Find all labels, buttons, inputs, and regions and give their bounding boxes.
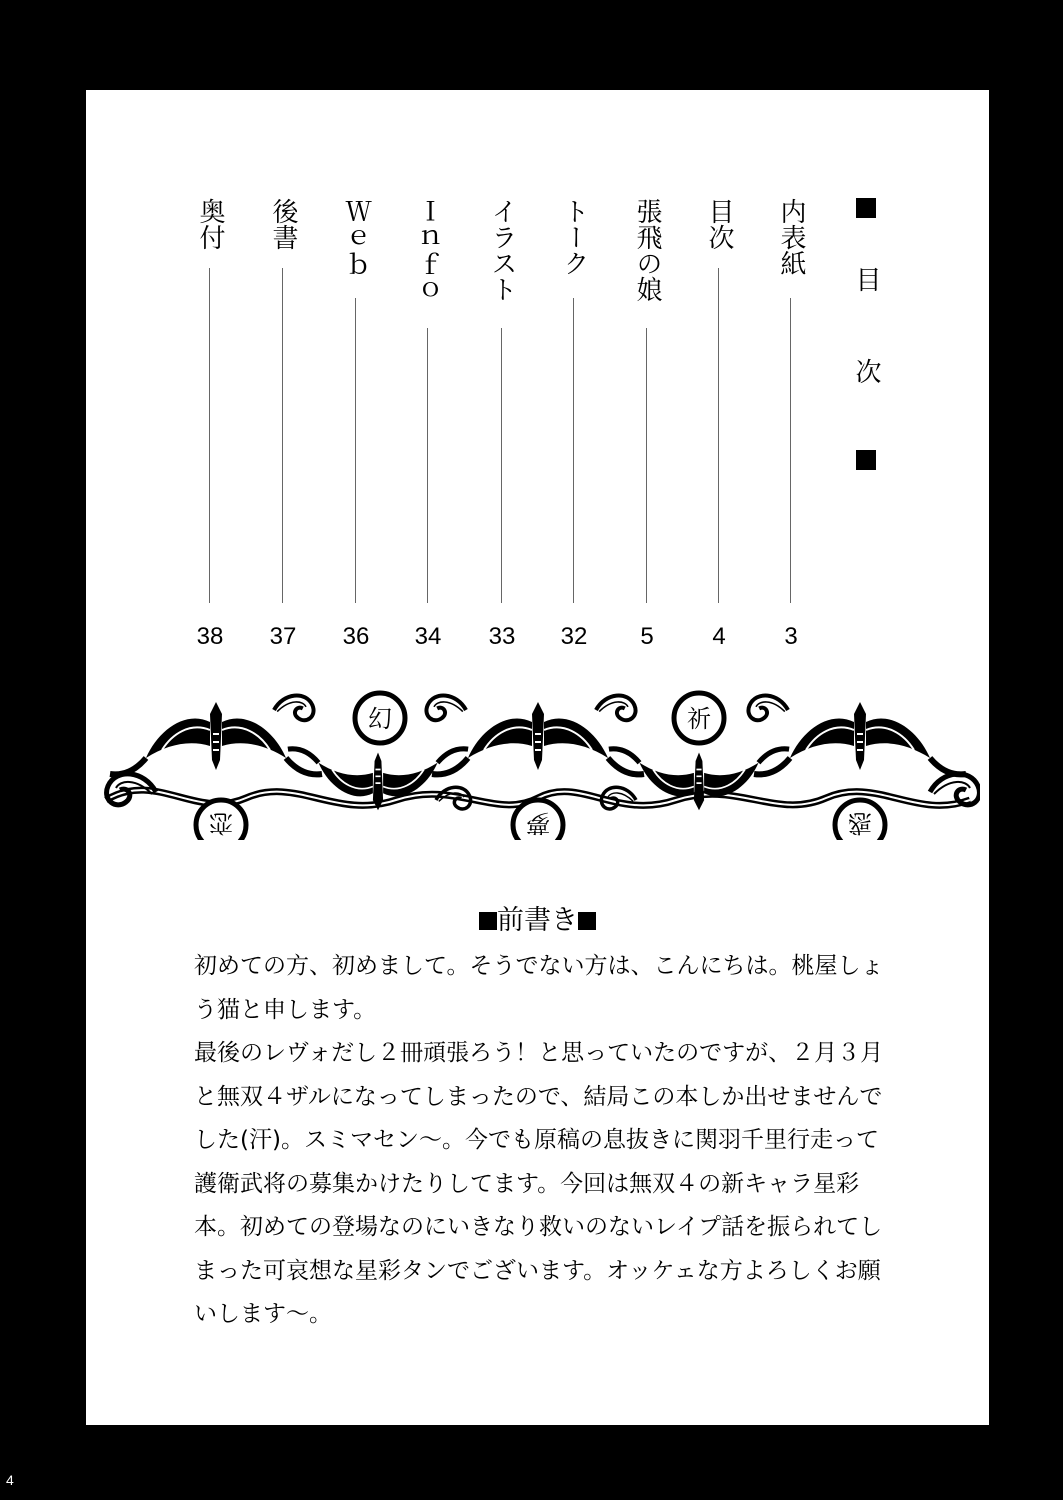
medallion: [513, 800, 563, 840]
toc-entry[interactable]: [699, 198, 739, 650]
medallion: [196, 800, 246, 840]
toc-page-number: 4: [712, 623, 726, 650]
toc-entry-label: 後書: [268, 198, 298, 250]
toc-entry[interactable]: [336, 198, 376, 650]
toc-entry-label: 目次: [704, 198, 734, 250]
medallion-char: 幻: [368, 705, 392, 733]
page-number: 4: [6, 1472, 14, 1488]
toc-entry[interactable]: [190, 198, 230, 650]
toc-leader-line: [282, 268, 283, 603]
toc-entry[interactable]: [554, 198, 594, 650]
toc-leader-line: [573, 298, 574, 603]
toc-leader-line: [501, 328, 502, 603]
toc-entry[interactable]: [771, 198, 811, 650]
preface-title: [86, 898, 989, 937]
toc-leader-line: [209, 268, 210, 603]
toc-entry[interactable]: [408, 198, 448, 650]
toc-heading-char: 次: [851, 358, 881, 402]
toc-entry-label: Ｗｅｂ: [341, 198, 371, 276]
square-bullet-icon: [856, 450, 876, 470]
toc-page-number: 3: [784, 623, 798, 650]
toc-entry-label: 奥付: [195, 198, 225, 250]
medallion: [835, 800, 885, 840]
preface-title-text: 前書き: [497, 905, 578, 936]
toc-entry-label: イラスト: [487, 198, 517, 302]
medallion-char: 惑: [848, 809, 872, 837]
square-bullet-icon: [856, 198, 876, 218]
toc-entry[interactable]: [482, 198, 522, 650]
toc-leader-line: [427, 328, 428, 603]
medallion: [674, 693, 724, 743]
toc-leader-line: [790, 298, 791, 603]
ornament-band: [96, 680, 980, 840]
toc-entry-label: Ｉｎｆｏ: [413, 198, 443, 302]
toc-page-number: 36: [342, 623, 370, 650]
toc-entry-label: トーク: [559, 198, 589, 276]
medallion-char: 祈: [687, 705, 711, 733]
toc-page-number: 37: [269, 623, 297, 650]
toc-leader-line: [718, 268, 719, 603]
toc-page-number: 33: [488, 623, 516, 650]
page: [86, 90, 989, 1425]
medallion: [355, 693, 405, 743]
medallion-char: 恋: [209, 809, 233, 837]
toc-page-number: 38: [196, 623, 224, 650]
preface-body: 初めての方、初めまして。そうでない方は、こんにちは。桃屋しょう猫と申します。 最後のレヴォだし２冊頑張ろう！と思っていたのですが、２月３月と無双４ザルになってしまったので、結局この本しか出せませんでした(汗)。スミマセン～。今でも原稿の息抜きに関羽千里行走って護衛武将の募集かけたりしてます。今回は無双４の新キャラ星彩本。初めての登場なのにいきなり救いのないレイプ話を振られてしまった可哀想な星彩タンでございます。オッケェな方よろしくお願いします～。: [194, 953, 884, 1327]
toc-page-number: 5: [640, 623, 654, 650]
toc-page-number: 32: [560, 623, 588, 650]
toc-entry[interactable]: [627, 198, 667, 650]
medallion-char: 夢: [526, 809, 550, 837]
square-bullet-icon: [578, 912, 596, 930]
toc-leader-line: [646, 328, 647, 603]
toc-heading: [846, 198, 886, 470]
toc-entry-label: 内表紙: [776, 198, 806, 276]
toc-leader-line: [355, 298, 356, 603]
toc-heading-char: 目: [851, 266, 881, 310]
toc-page-number: 34: [414, 623, 442, 650]
toc-entry-label: 張飛の娘: [632, 198, 662, 302]
square-bullet-icon: [479, 912, 497, 930]
toc-entry[interactable]: [263, 198, 303, 650]
